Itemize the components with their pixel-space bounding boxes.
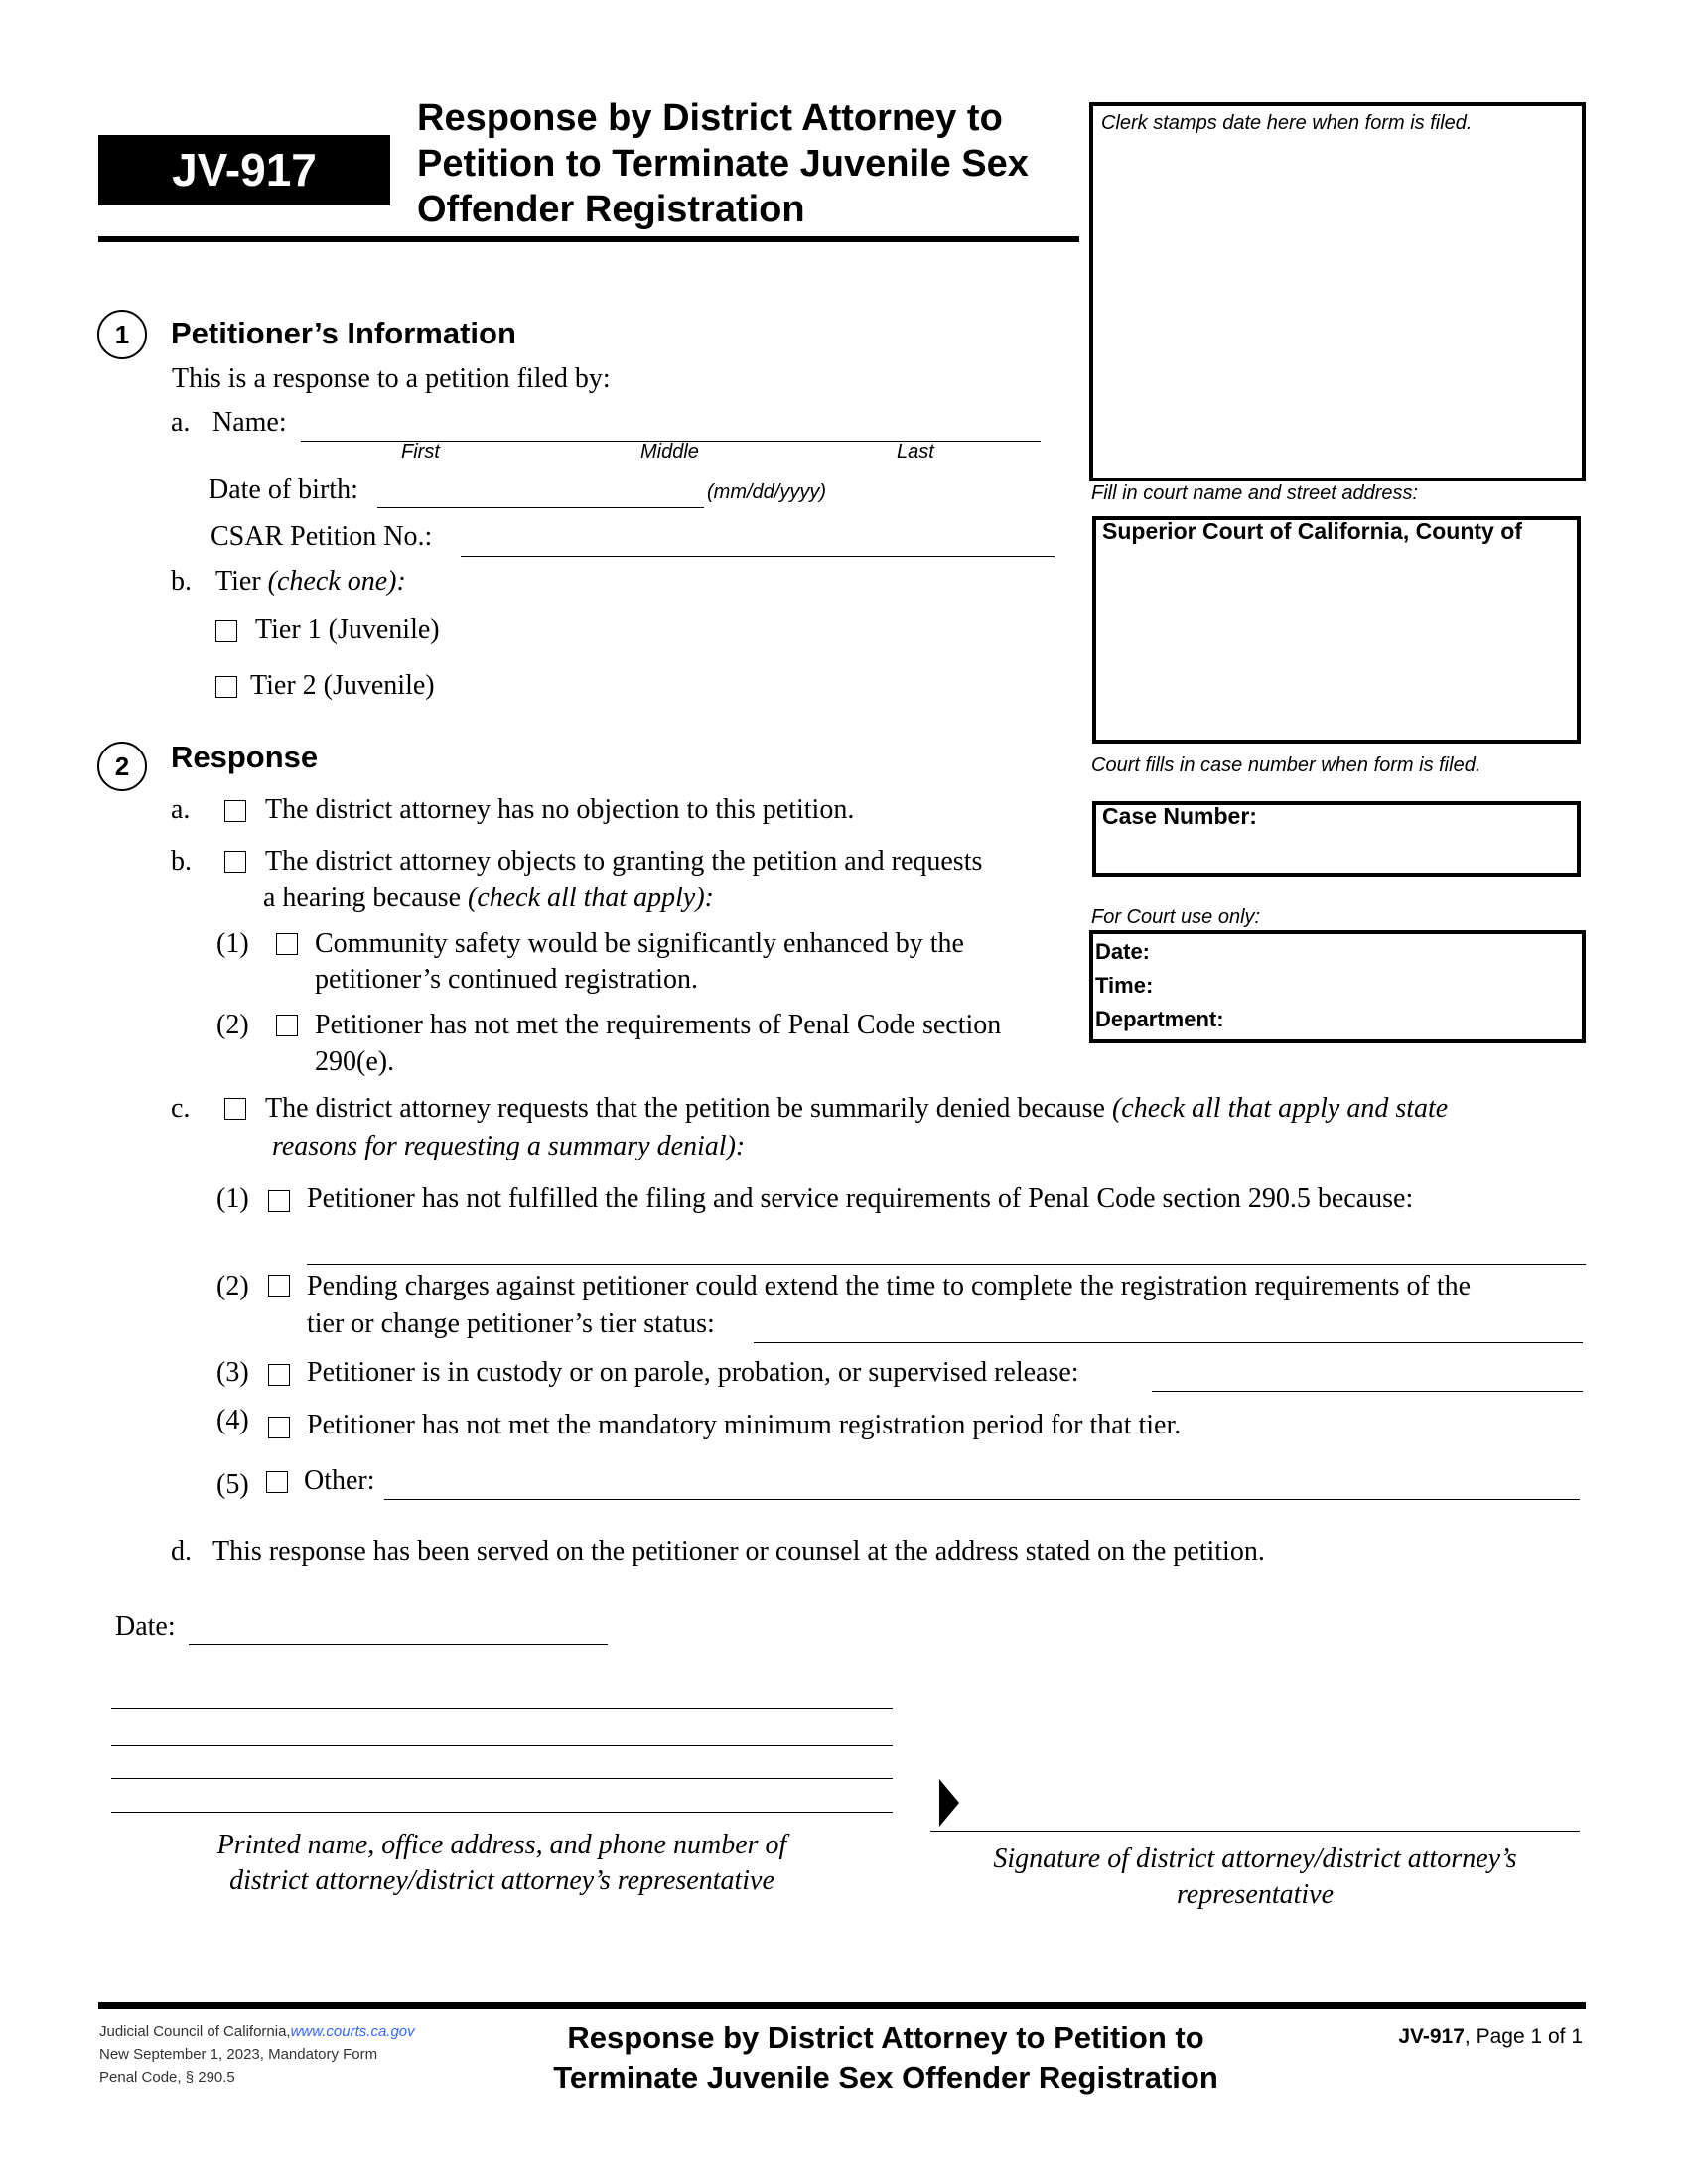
dob-label: Date of birth:	[209, 475, 358, 505]
printed-name-line[interactable]	[111, 1778, 893, 1779]
tier-1-checkbox[interactable]	[215, 620, 237, 642]
footer-revision: New September 1, 2023, Mandatory Form	[99, 2046, 378, 2063]
other-checkbox[interactable]	[266, 1471, 288, 1493]
signature-caption-line: Signature of district attorney/district attorney’s	[993, 1843, 1517, 1874]
date-input[interactable]	[189, 1644, 608, 1645]
header-rule	[98, 236, 1079, 242]
printed-name-caption	[111, 1828, 893, 1899]
form-title-line: Petition to Terminate Juvenile Sex	[417, 143, 1029, 185]
tier-2-checkbox[interactable]	[215, 676, 237, 698]
sub-item-number: (4)	[216, 1405, 249, 1435]
footer-publisher-text: Judicial Council of California,	[99, 2023, 291, 2040]
summary-denial-hint: (check all that apply and state	[1111, 1093, 1449, 1124]
court-use-box	[1089, 930, 1586, 1043]
summary-denial-checkbox[interactable]	[224, 1098, 246, 1120]
form-title-line: Offender Registration	[417, 189, 805, 230]
footer-rule	[98, 2002, 1586, 2009]
item-letter: b.	[171, 846, 192, 877]
tier-1-label: Tier 1 (Juvenile)	[255, 614, 440, 645]
signature-caption	[930, 1842, 1580, 1913]
footer-page-number: , Page 1 of 1	[1464, 2025, 1583, 2048]
custody-input[interactable]	[1152, 1391, 1583, 1392]
footer-left	[99, 2020, 415, 2089]
section-heading: Response	[171, 740, 319, 774]
section-number: 2	[97, 742, 147, 791]
filing-service-text: Petitioner has not fulfilled the filing and service requirements of Penal Code section 290.5 because:	[307, 1183, 1414, 1214]
signature-caption-line: representative	[1176, 1879, 1335, 1910]
served-text: This response has been served on the petitioner or counsel at the address stated on the petition.	[212, 1536, 1265, 1567]
tier-hint: (check one):	[267, 566, 406, 597]
summary-denial-text-main: The district attorney requests that the petition be summarily denied because	[265, 1093, 1105, 1124]
case-number-instruction: Court fills in case number when form is filed.	[1091, 754, 1481, 776]
dob-input[interactable]	[377, 507, 704, 508]
name-sublabel-last: Last	[897, 441, 934, 463]
court-use-field-time: Time:	[1095, 973, 1154, 998]
footer-authority: Penal Code, § 290.5	[99, 2069, 235, 2086]
minimum-period-text: Petitioner has not met the mandatory minimum registration period for that tier.	[307, 1410, 1182, 1440]
objects-text-cont: a hearing because	[263, 883, 461, 913]
custody-checkbox[interactable]	[268, 1364, 290, 1386]
pending-charges-text: Pending charges against petitioner could extend the time to complete the registration requirements of the	[307, 1271, 1472, 1301]
printed-name-caption-line: Printed name, office address, and phone number of	[216, 1830, 787, 1860]
clerk-stamp-box	[1089, 102, 1586, 481]
filing-service-reason-input[interactable]	[307, 1264, 1586, 1265]
community-safety-text: Community safety would be significantly enhanced by the	[315, 928, 964, 959]
other-text: Other:	[304, 1465, 375, 1496]
case-number-box[interactable]	[1092, 801, 1581, 877]
summary-denial-text	[265, 1094, 1448, 1124]
sub-item-number: (5)	[216, 1469, 249, 1500]
section-heading: Petitioner’s Information	[171, 316, 516, 350]
sub-item-number: (2)	[216, 1010, 249, 1040]
no-objection-text: The district attorney has no objection to this petition.	[265, 794, 855, 825]
form-title	[417, 95, 1029, 232]
form-number-badge: JV-917	[98, 135, 390, 205]
requirements-not-met-text-line2: 290(e).	[315, 1046, 395, 1077]
printed-name-line[interactable]	[111, 1812, 893, 1813]
community-safety-checkbox[interactable]	[276, 933, 298, 955]
court-use-field-department: Department:	[1095, 1007, 1224, 1031]
objects-checkbox[interactable]	[224, 851, 246, 873]
requirements-not-met-text: Petitioner has not met the requirements of Penal Code section	[315, 1010, 1002, 1040]
court-name-box[interactable]	[1092, 516, 1581, 744]
case-number-label: Case Number:	[1102, 803, 1257, 829]
clerk-stamp-label: Clerk stamps date here when form is filed.	[1101, 112, 1473, 134]
objects-text-line2	[263, 884, 714, 913]
footer-title-line: Response by District Attorney to Petition to	[567, 2020, 1204, 2055]
pending-charges-text-line2: tier or change petitioner’s tier status:	[307, 1308, 715, 1339]
court-use-field-date: Date:	[1095, 939, 1151, 964]
form-title-line: Response by District Attorney to	[417, 97, 1003, 139]
footer-title	[489, 2018, 1283, 2098]
printed-name-line[interactable]	[111, 1745, 893, 1746]
item-letter: c.	[171, 1093, 191, 1124]
minimum-period-checkbox[interactable]	[268, 1417, 290, 1438]
community-safety-text-line2: petitioner’s continued registration.	[315, 964, 698, 995]
date-label: Date:	[115, 1611, 176, 1642]
filing-service-checkbox[interactable]	[268, 1190, 290, 1212]
footer-form-number: JV-917	[1398, 2025, 1465, 2048]
tier-label	[215, 567, 406, 597]
tier-label-text: Tier	[215, 566, 261, 597]
sub-item-number: (2)	[216, 1271, 249, 1301]
printed-name-caption-line: district attorney/district attorney’s representative	[229, 1865, 774, 1896]
section-intro: This is a response to a petition filed by:	[172, 363, 611, 394]
sub-item-number: (1)	[216, 928, 249, 959]
item-letter: d.	[171, 1536, 192, 1567]
sub-item-number: (3)	[216, 1357, 249, 1388]
item-letter: a.	[171, 407, 191, 438]
pending-charges-input[interactable]	[754, 1342, 1583, 1343]
csar-input[interactable]	[461, 556, 1055, 557]
footer-page-info	[1398, 2025, 1583, 2049]
signature-arrow-icon	[937, 1777, 961, 1829]
dob-hint: (mm/dd/yyyy)	[707, 481, 826, 503]
summary-denial-hint-line2: reasons for requesting a summary denial):	[272, 1131, 746, 1161]
tier-2-label: Tier 2 (Juvenile)	[250, 670, 435, 701]
item-letter: a.	[171, 794, 191, 825]
requirements-not-met-checkbox[interactable]	[276, 1015, 298, 1036]
pending-charges-checkbox[interactable]	[268, 1275, 290, 1297]
other-input[interactable]	[384, 1499, 1580, 1500]
name-sublabel-middle: Middle	[640, 441, 699, 463]
csar-label: CSAR Petition No.:	[211, 521, 433, 552]
item-letter: b.	[171, 566, 192, 597]
name-sublabel-first: First	[401, 441, 440, 463]
court-name-prefill: Superior Court of California, County of	[1102, 518, 1522, 544]
signature-input[interactable]	[930, 1831, 1580, 1832]
court-use-label: For Court use only:	[1091, 906, 1261, 928]
court-name-instruction: Fill in court name and street address:	[1091, 482, 1419, 504]
sub-item-number: (1)	[216, 1183, 249, 1214]
footer-link[interactable]: www.courts.ca.gov	[290, 2023, 415, 2040]
name-label: Name:	[212, 407, 287, 438]
objects-text: The district attorney objects to granting the petition and requests	[265, 846, 983, 877]
section-number: 1	[97, 310, 147, 359]
objects-hint: (check all that apply):	[468, 883, 715, 913]
footer-title-line: Terminate Juvenile Sex Offender Registration	[553, 2060, 1218, 2095]
footer-publisher	[99, 2020, 415, 2043]
custody-text: Petitioner is in custody or on parole, probation, or supervised release:	[307, 1357, 1079, 1388]
no-objection-checkbox[interactable]	[224, 800, 246, 822]
printed-name-line[interactable]	[111, 1708, 893, 1709]
